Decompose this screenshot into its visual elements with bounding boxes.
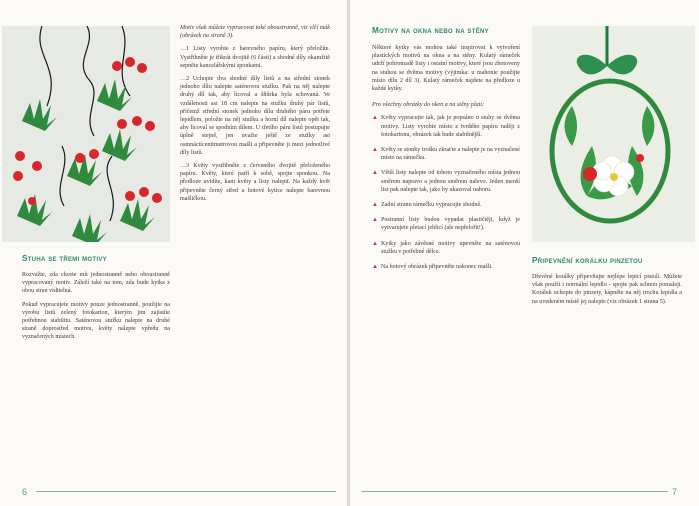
instruction-item (372, 216, 520, 232)
instruction-text: Zadní stranu rámečku vypracujte shodně. (381, 202, 482, 209)
left-column-1 (22, 271, 170, 347)
triangle-bullet-icon: ▲ (372, 217, 378, 224)
right-page-number: 7 (671, 487, 677, 497)
hanging-flowers-photo (2, 26, 170, 242)
instruction-text: Větší listy nalepte od tohoto vyznačeného místa jednou směrem napravo a jednou směrem nalevo. Jeden menší list pak nalepte tak, jako by ukazoval nahoru. (381, 170, 520, 193)
left-column-2 (180, 24, 330, 208)
instruction-text: Květy vypracujte tak, jak je popsáno u stuhy se dvěma motivy. Listy vyrobte místo z tvrdého papíru raději z fotokartonu, obrázek tak bude stabilnější. (381, 115, 520, 138)
instruction-item (372, 240, 520, 256)
step-1: …1 Listy vyrobte z barevného papíru, který přeložíte. Vystřihněte je třikrát dvojitě (6 částí) a shodné díly okamžitě sepněte kancelářskými sponkami. (180, 46, 330, 69)
left-intro-paragraph: Rozvažte, zda chcete mít jednostranně nebo oboustranně vypracovaný motiv. Záleží také na tom, zda bude kytka z obou stran viditelná. (22, 272, 170, 295)
bead-paragraph: Dřevěné korálky připevňujte nejlépe lepicí pistolí. Můžete však použít i normální lepidlo - spojte pak schnou pomaleji. Korálek uchopte do pinzety, kápněte na něj trochu lepidla a na uvedeném místě jej nalepte (viz obrázek 1 strana 5). (532, 274, 682, 305)
left-col2-intro: Motiv však můžete vypracovat také oboustranně, viz vlčí mák (obrázek na straně 3). (180, 25, 330, 40)
step-2: …2 Uchopte dva shodné díly listů a na střední stonek jednoho dílu nalepte saténovou stužku. Pak na něj nalepte druhý díl tak, aby lícoval a šňůrka byla schovaná. Ve vzdálenosti asi 18 cm nalepte na stužku druhý pár listů, přičemž střední stonek jednoho dílu druhého páru potřete lepidlem, položte na něj stužku a horní díl nalepte opět tak, aby lícoval se spodním dílem. U třetího páru listů postupujte úplně stejně, jen uvažte ještě ze stužky asi osmnáctícentimetrovou mašli a připevněte ji mezi jednotlivé díly listů. (180, 76, 330, 156)
instruction-text: Kytky jako závěsné motivy upevněte na saténovou stužku v potřebné délce. (381, 240, 520, 255)
instruction-item (372, 146, 520, 162)
left-footer-line (36, 491, 336, 492)
triangle-bullet-icon: ▲ (372, 170, 378, 177)
flower-ribbon-illustration (2, 26, 170, 242)
window-wreath-photo (532, 26, 695, 242)
instruction-text: Postranní listy budou vypadat plastičtěji, když je vytvarujete pletací jehlicí (ale nepřelořit!). (381, 217, 520, 232)
right-column-2 (532, 273, 682, 311)
right-footer-line (362, 491, 668, 492)
right-heading-2: Připevnění korálku pinzetou (532, 256, 643, 265)
triangle-bullet-icon: ▲ (372, 147, 378, 154)
left-heading: Stuha se třemi motivy (22, 254, 107, 263)
wreath-illustration (532, 26, 695, 242)
triangle-bullet-icon: ▲ (372, 240, 378, 247)
triangle-bullet-icon: ▲ (372, 115, 378, 122)
right-lead-text: Pro všechny obrázky do oken a na stěny platí: (372, 102, 485, 109)
right-intro-paragraph: Některé kytky vás mohou také inspirovat k vytvoření plastických motivů na okna a na stěny. Kulatý rámeček udrží pohromadě listy i ostatní motivy, které jsou zhotoveny na stuhou se dvěma motivy (výjimka: u mahonie použijte místo dílu 2 díl 3). Kulatý rámeček najdete na předloze u každé kytky. (372, 45, 520, 93)
right-heading: Motivy na okna nebo na stěny (372, 26, 489, 35)
left-page-number: 6 (22, 487, 28, 497)
instruction-item (372, 201, 520, 209)
right-page (350, 0, 699, 506)
left-second-paragraph: Pokud vypracujete motivy pouze jednostranně, použijte na výrobu listů zelený fotokarton, kterým jim zajistíte potřebnou stabilitu. Saténovou stužku nalepte na druhé straně doprostřed motivu, květy nalepte vpředu na vyznačených místech. (22, 301, 170, 341)
left-page (0, 0, 348, 506)
instruction-item (372, 114, 520, 139)
step-3: …3 Květy vystřihněte z červeného dvojitě přeloženého papíru. Květy, které patří k sobě, spojte sponkou. Na předloze uvidíte, kam květy a listy nalepit. Na každý květ připevněte černý střed a hotové kytice nalepte barevnou mašličkou. (180, 163, 330, 202)
instruction-list (372, 114, 520, 271)
instruction-text: Květy se stonky trošku zkraťte a nalepte je na vyznačené místo na rámečku. (381, 147, 520, 162)
triangle-bullet-icon: ▲ (372, 264, 378, 271)
right-column-1 (372, 44, 520, 278)
instruction-text: Na hotový obrázek připevněte nakonec mašli. (381, 264, 493, 271)
instruction-item (372, 263, 520, 271)
instruction-item (372, 169, 520, 194)
triangle-bullet-icon: ▲ (372, 202, 378, 209)
